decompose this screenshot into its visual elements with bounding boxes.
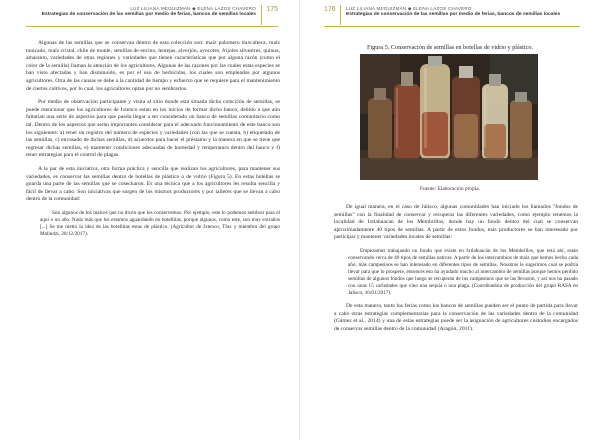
left-header-divider <box>261 5 262 25</box>
figure-source: Fuente: Elaboración propia. <box>419 186 481 192</box>
left-body-text <box>26 40 280 244</box>
left-paragraph-1: Algunas de las semillas que se conservan dentro de esta colección son: maíz palomero tlaxcalteca, maíz tunicado, maíz cristal, chile de monte, semillas de encino, lentejas, alverjón, ayocotes, frijoles silvestres, quinua, amaranto, variedades de otras regiones y variedades que tienen características que por alguna razón (como el color de la semilla) llaman la atención de los agricultores. Algunas de las razones por las cuales estas especies se han visto afectadas y han disminuido, es por el uso de herbicidas, los cuales son empleados por algunos agricultores. Otra de las causas se debe a la cantidad de tiempo y esfuerzo que se requiere para el mantenimiento de ciertos cultivos, por lo cual, los agricultores optan por no sembrarlos. <box>26 40 280 92</box>
right-authors: LUZ LILIANA MEGUIZMÁN ◆ ELENA LAZOS CHAVERO <box>346 6 472 11</box>
seed-bottles-photo <box>360 54 538 180</box>
left-running-head <box>26 5 278 27</box>
right-header-divider <box>340 5 341 25</box>
right-paragraph-1: De igual manera, en el caso de Jalisco, algunas comunidades han iniciado los llamados "fondos de semillas" con la finalidad de conservar y recuperar las diferentes variedades, como ejemplo tenemos la localidad de Ixtlahuacán de los Membrillos, donde hay un fondo dentro del cual se conservan aproximadamente 40 tipos de semillas. A partir de estos fondos, más productores se han interesado por participar y mantener variedades locales de semillas: <box>334 204 578 241</box>
right-short-title: Estrategias de conservación de las semillas por medio de ferias, bancos de semillas locales <box>346 12 561 18</box>
left-paragraph-2: Por medio de observación participante y visita al sitio donde está situada dicha colección de semillas, se puede mencionar que los agricultores de Ixtenco están en los inicios de formar dicho banco, debido a que aún faltarían una serie de aspectos para que pueda llegar a ser considerado un banco de semillas comunitario como tal. Dentro de los aspectos que serán importantes considerar para el adecuado funcionamiento de este banco son los siguientes: a) tener un registro del número de especies y variedades (con las que se cuenta, b) etiquetado de las semillas, c) envasado de dichas semillas, d) acuerdos para hacer el préstamo y la manera en que se tiene que regresar dichas semillas, e) mantener condiciones adecuadas de humedad y temperatura dentro del banco y f) tener estrategias para el control de plagas. <box>26 99 280 159</box>
right-running-head <box>324 5 580 27</box>
right-page-number: 176 <box>324 6 336 13</box>
left-running-head-text <box>42 6 256 19</box>
right-running-head-text <box>346 6 560 19</box>
right-body-text <box>334 204 578 339</box>
left-paragraph-3: A la par de esta iniciativa, otra forma práctica y sencilla que realizan los agricultores, para mantener sus variedades, es conservar las semillas dentro de botellas de plástico o de vidrio (Figura 5). En estas botellas se guarda una parte de las semillas que se cosecharon. Es una técnica que a los agricultores les resulta sencilla y fácil de llevar a cabo. Son iniciativas que surgen de los mismos productores y por talleres que se llevan a cabo dentro de la comunidad: <box>26 165 280 203</box>
figure-caption: Figura 5. Conservación de semillas en botellas de vidrio y plástico. <box>367 44 533 51</box>
left-page-number: 175 <box>266 6 278 13</box>
left-authors: LUZ LILIANA MEGUIZMÁN ◆ ELENA LAZOS CHAVERO <box>130 6 256 11</box>
left-short-title: Estrategias de conservación de las semillas por medio de ferias, bancos de semillas locales <box>41 12 256 18</box>
left-quote: Son algunos de los maíces que no dicen que los conservemos. Por ejemplo, este lo podemos sembrar para el aquí o un año. Nada más que los estamos aguardando en botellitas, porque algunos, como este, son muy extraños [...] Se me metió la idea de las botellitas estas de plástico. (Agricultor de Ixtenco, Tlax y miembro del grupo Malindzi, 20/12/2017). <box>40 209 280 237</box>
right-quote: Empezamos trabajando un fondo que existe en Ixtlahuacán de los Membrillos, que está ahí, están conservando cerca de 40 tipos de semillas nativas. A partir de los intercambios de maíz que hemos hecho cada año, más campesinos se han interesado en diferentes tipos de semillas. Nosotros le sugerimos cual se podría llevar para que lo prospere, entonces eso ha ayudado mucho al intercambio de semillas porque hemos perdido semillas de algunos fondos que luego se recuperan de los campesinos que se las llevaron, y así nos ha pasado con unas 15 variedades que vino una sequía o una plaga. (Coordinadora de producción del grupo RASA en Jalisco, 16/01/2017). <box>348 247 578 296</box>
right-page <box>300 0 600 440</box>
seed-bottles-illustration <box>360 54 538 180</box>
right-closing-paragraph: De esta manera, tanto los ferias como los bancos de semillas pueden ser el punto de partida para llevar a cabo otras estrategias complementarias para la conservación de las variedades dentro de la comunidad (Gámez et al., 2014) y una de estas estrategias puede ser la asignación de agricultores custodios encargados de conservar semillas dentro de la comunidad (Aragón, 2011). <box>334 302 578 332</box>
